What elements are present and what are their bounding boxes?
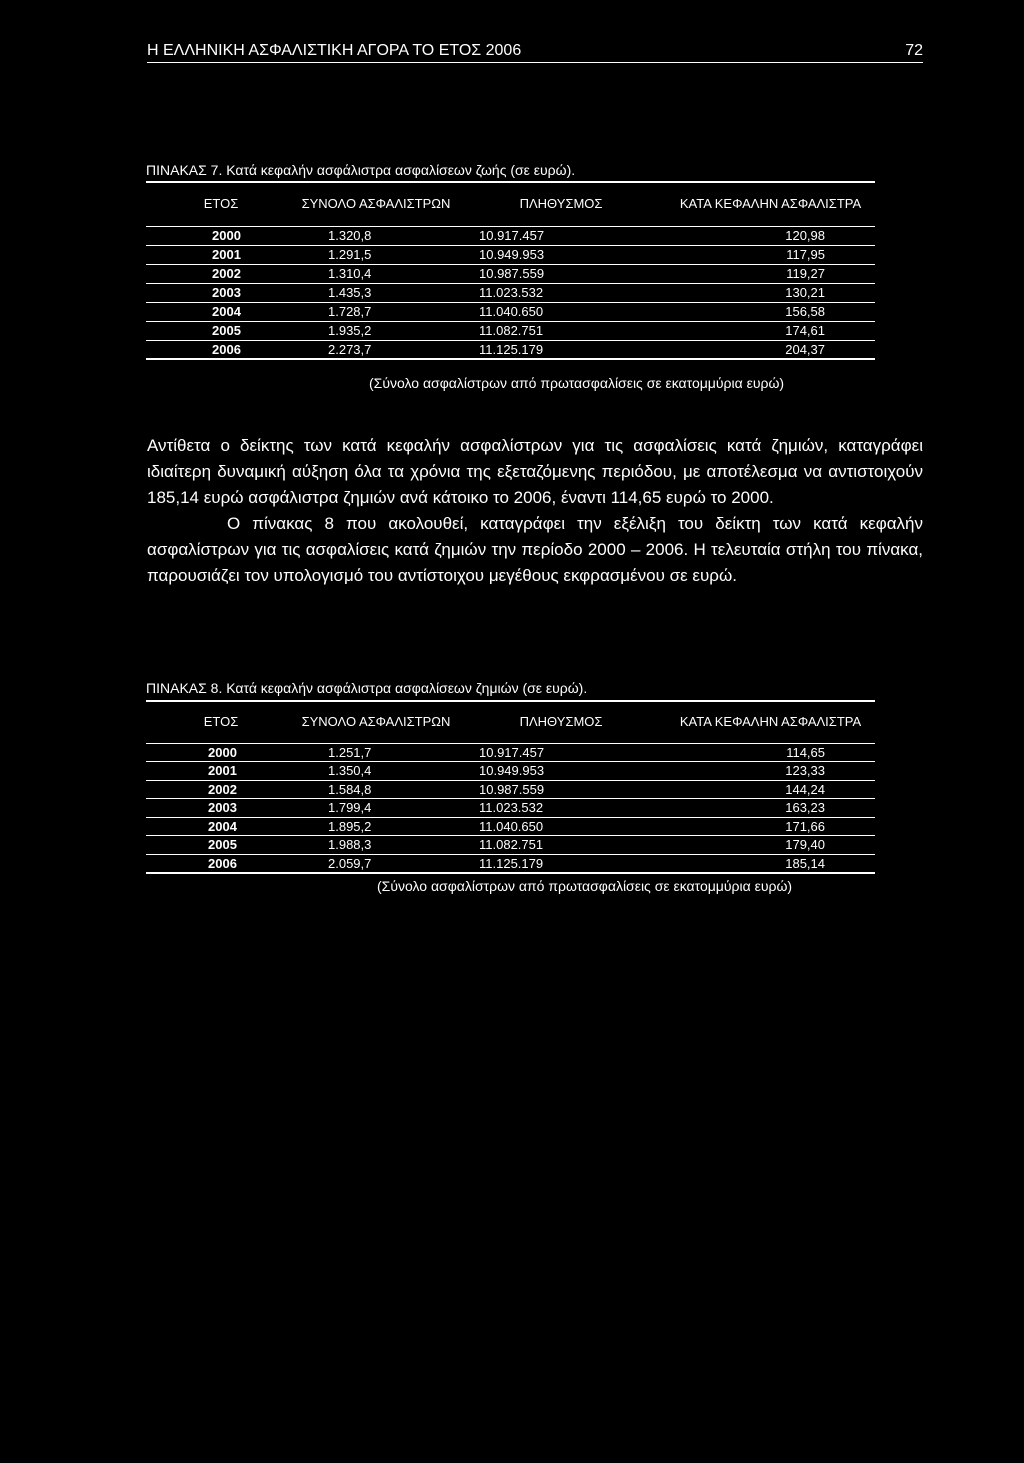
population-cell: 11.023.532	[479, 285, 544, 300]
population-cell: 10.987.559	[479, 781, 545, 797]
page-header	[147, 40, 923, 63]
year-cell: 2006	[208, 855, 237, 871]
per-capita-cell: 119,27	[786, 266, 825, 281]
table-row	[146, 799, 875, 818]
document-title: Η ΕΛΛΗΝΙΚΗ ΑΣΦΑΛΙΣΤΙΚΗ ΑΓΟΡΑ ΤΟ ΕΤΟΣ 2006	[147, 42, 522, 59]
per-capita-cell: 120,98	[785, 228, 825, 243]
col-header-total-premiums: ΣΥΝΟΛΟ ΑΣΦΑΛΙΣΤΡΩΝ	[301, 714, 451, 730]
table-row	[146, 817, 875, 836]
total-premiums-cell: 2.273,7	[328, 341, 372, 357]
table-row	[146, 264, 875, 283]
population-cell: 10.917.457	[479, 744, 545, 760]
total-premiums-cell: 1.584,8	[328, 781, 372, 797]
col-header-population: ΠΛΗΘΥΣΜΟΣ	[519, 196, 603, 212]
table-row	[146, 245, 875, 264]
year-cell: 2001	[208, 763, 237, 779]
total-premiums-cell: 1.728,7	[328, 304, 372, 319]
col-header-year: ΕΤΟΣ	[203, 196, 239, 212]
year-cell: 2004	[212, 304, 241, 319]
population-cell: 11.040.650	[479, 304, 544, 319]
col-header-total-premiums: ΣΥΝΟΛΟ ΑΣΦΑΛΙΣΤΡΩΝ	[301, 196, 451, 212]
per-capita-cell: 114,65	[786, 744, 825, 760]
table-row	[146, 836, 875, 855]
year-cell: 2002	[212, 266, 241, 281]
population-cell: 10.917.457	[479, 228, 545, 243]
year-cell: 2002	[208, 781, 237, 797]
population-cell: 11.082.751	[479, 837, 544, 853]
population-cell: 11.125.179	[479, 341, 544, 357]
total-premiums-cell: 1.251,7	[328, 744, 372, 760]
total-premiums-cell: 2.059,7	[328, 855, 372, 871]
total-premiums-cell: 1.988,3	[328, 837, 372, 853]
table-row	[146, 226, 875, 245]
paragraph-1: Αντίθετα ο δείκτης των κατά κεφαλήν ασφαλίστρων για τις ασφαλίσεις κατά ζημιών, καταγράφει ιδιαίτερη δυναμική αύξηση όλα τα χρόνια της εξεταζόμενης περιόδου, με αποτέλεσμα να αντιστοιχούν 185,14 ευρώ ασφάλιστρα ζημιών ανά κάτοικο το 2006, έναντι 114,65 ευρώ το 2000.	[147, 436, 923, 507]
total-premiums-cell: 1.895,2	[328, 818, 372, 834]
table8	[146, 700, 875, 874]
col-header-year: ΕΤΟΣ	[203, 714, 239, 730]
per-capita-cell: 179,40	[785, 837, 825, 853]
per-capita-cell: 204,37	[785, 341, 825, 357]
total-premiums-cell: 1.291,5	[328, 247, 372, 262]
table7-caption: ΠΙΝΑΚΑΣ 7. Κατά κεφαλήν ασφάλιστρα ασφαλίσεων ζωής (σε ευρώ).	[146, 162, 576, 178]
population-cell: 10.949.953	[479, 763, 545, 779]
year-cell: 2006	[212, 341, 241, 357]
population-cell: 11.023.532	[479, 800, 544, 816]
per-capita-cell: 156,58	[785, 304, 825, 319]
per-capita-cell: 163,23	[785, 800, 825, 816]
total-premiums-cell: 1.935,2	[328, 323, 372, 338]
table-row	[146, 302, 875, 321]
per-capita-cell: 144,24	[785, 781, 825, 797]
year-cell: 2003	[212, 285, 241, 300]
table7-note: (Σύνολο ασφαλίστρων από πρωτασφαλίσεις σε εκατομμύρια ευρώ)	[369, 375, 785, 391]
year-cell: 2003	[208, 800, 237, 816]
year-cell: 2005	[212, 323, 241, 338]
per-capita-cell: 171,66	[785, 818, 825, 834]
page-number: 72	[905, 42, 923, 59]
table-row	[146, 762, 875, 781]
paragraph-2: Ο πίνακας 8 που ακολουθεί, καταγράφει την εξέλιξη του δείκτη των κατά κεφαλήν ασφαλίστρων για τις ασφαλίσεις κατά ζημιών την περίοδο 2000 – 2006. Η τελευταία στήλη του πίνακα, παρουσιάζει τον υπολογισμό του αντίστοιχου μεγέθους εκφρασμένου σε ευρώ.	[147, 514, 923, 585]
table8-note: (Σύνολο ασφαλίστρων από πρωτασφαλίσεις σε εκατομμύρια ευρώ)	[377, 878, 793, 894]
total-premiums-cell: 1.435,3	[328, 285, 372, 300]
population-cell: 10.987.559	[479, 266, 545, 281]
year-cell: 2004	[208, 818, 237, 834]
table8-caption: ΠΙΝΑΚΑΣ 8. Κατά κεφαλήν ασφάλιστρα ασφαλίσεων ζημιών (σε ευρώ).	[146, 680, 588, 696]
year-cell: 2000	[208, 744, 237, 760]
col-header-per-capita: ΚΑΤΑ ΚΕΦΑΛΗΝ ΑΣΦΑΛΙΣΤΡΑ	[679, 714, 862, 730]
per-capita-cell: 123,33	[785, 763, 825, 779]
per-capita-cell: 174,61	[785, 323, 825, 338]
col-header-population: ΠΛΗΘΥΣΜΟΣ	[519, 714, 603, 730]
population-cell: 10.949.953	[479, 247, 545, 262]
table-row	[146, 340, 875, 359]
population-cell: 11.125.179	[479, 855, 544, 871]
year-cell: 2005	[208, 837, 237, 853]
table-row	[146, 283, 875, 302]
table7	[146, 181, 875, 360]
table8-header-row	[146, 701, 875, 743]
total-premiums-cell: 1.310,4	[328, 266, 372, 281]
col-header-per-capita: ΚΑΤΑ ΚΕΦΑΛΗΝ ΑΣΦΑΛΙΣΤΡΑ	[679, 196, 862, 212]
table7-header-row	[146, 182, 875, 226]
per-capita-cell: 117,95	[786, 247, 825, 262]
year-cell: 2000	[212, 228, 241, 243]
total-premiums-cell: 1.799,4	[328, 800, 372, 816]
table-row	[146, 780, 875, 799]
table-row	[146, 854, 875, 873]
per-capita-cell: 130,21	[785, 285, 825, 300]
table-row	[146, 321, 875, 340]
body-text	[147, 433, 923, 589]
per-capita-cell: 185,14	[785, 855, 825, 871]
population-cell: 11.082.751	[479, 323, 544, 338]
total-premiums-cell: 1.320,8	[328, 228, 372, 243]
total-premiums-cell: 1.350,4	[328, 763, 372, 779]
year-cell: 2001	[212, 247, 241, 262]
population-cell: 11.040.650	[479, 818, 544, 834]
table-row	[146, 743, 875, 762]
